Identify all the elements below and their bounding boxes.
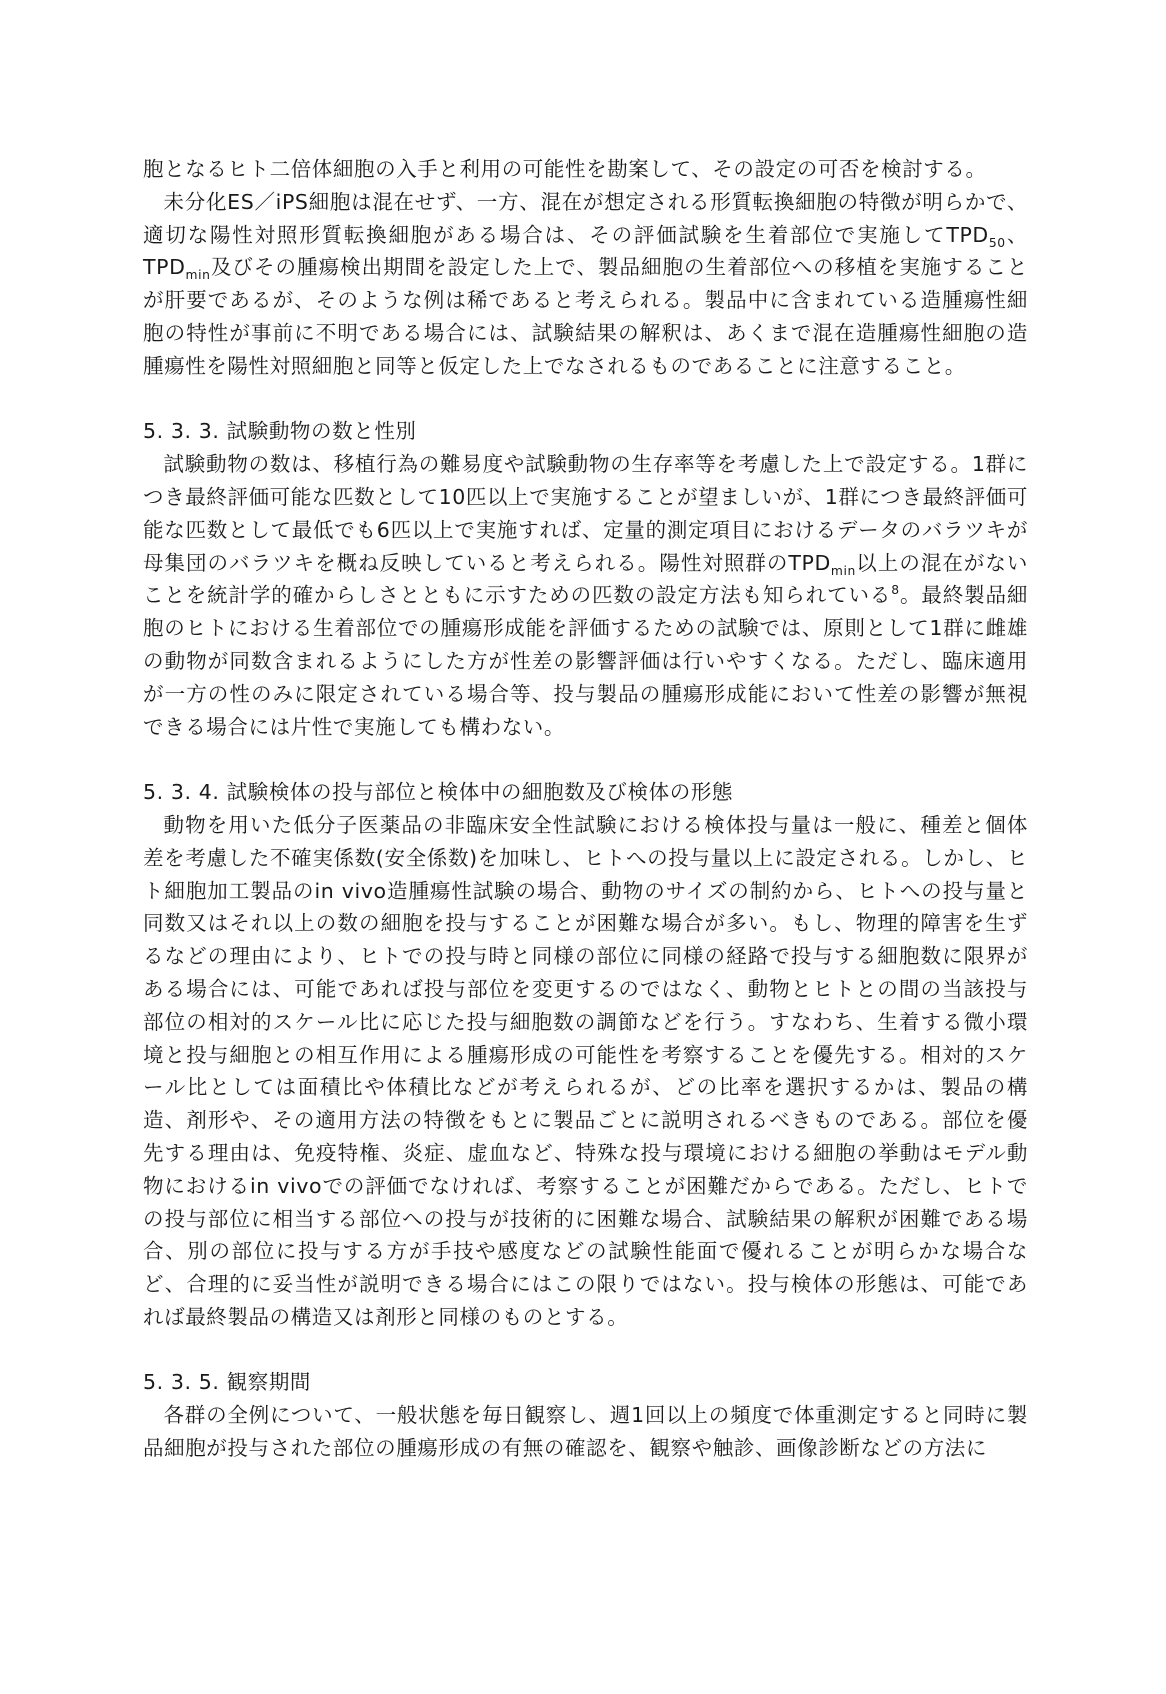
text-run: 、TPD (143, 222, 1028, 280)
reference-superscript: 8 (891, 583, 900, 598)
section-heading-5-3-3: 5. 3. 3. 試験動物の数と性別 (143, 419, 417, 444)
document-page (143, 153, 1028, 1465)
paragraph-observation-period: 各群の全例について、一般状態を毎日観察し、週1回以上の頻度で体重測定すると同時に製品細胞が投与された部位の腫瘍形成の有無の確認を、観察や触診、画像診断などの方法に (143, 1403, 1028, 1461)
text-run: 未分化ES／iPS細胞は混在せず、一方、混在が想定される形質転換細胞の特徴が明らかで、適切な陽性対照形質転換細胞がある場合は、その評価試験を生着部位で実施してTPD (143, 189, 1028, 247)
text-run: 。最終製品細胞のヒトにおける生着部位での腫瘍形成能を評価するための試験では、原則として1群に雌雄の動物が同数含まれるようにした方が性差の影響評価は行いやすくなる。ただし、臨床適用が一方の性のみに限定されている場合等、投与製品の腫瘍形成能において性差の影響が無視できる場合には片性で実施しても構わない。 (143, 583, 1028, 739)
spacer (143, 383, 1028, 416)
subscript-min: min (185, 268, 211, 283)
section-heading-5-3-4: 5. 3. 4. 試験検体の投与部位と検体中の細胞数及び検体の形態 (143, 780, 734, 805)
text-run: 試験動物の数は、移植行為の難易度や試験動物の生存率等を考慮した上で設定する。1群につき最終評価可能な匹数として10匹以上で実施することが望ましいが、1群につき最終評価可能な匹数として最低でも6匹以上で実施すれば、定量的測定項目におけるデータのバラツキが母集団のバラツキを概ね反映していると考えられる。陽性対照群のTPD (143, 452, 1028, 575)
paragraph-dosing-site: 動物を用いた低分子医薬品の非臨床安全性試験における検体投与量は一般に、種差と個体差を考慮した不確実係数(安全係数)を加味し、ヒトへの投与量以上に設定される。しかし、ヒト細胞加工製品のin vivo造腫瘍性試験の場合、動物のサイズの制約から、ヒトへの投与量と同数又はそれ以上の数の細胞を投与することが困難な場合が多い。もし、物理的障害を生ずるなどの理由により、ヒトでの投与時と同様の部位に同様の経路で投与する細胞数に限界がある場合には、可能であれば投与部位を変更するのではなく、動物とヒトとの間の当該投与部位の相対的スケール比に応じた投与細胞数の調節などを行う。すなわち、生着する微小環境と投与細胞との相互作用による腫瘍形成の可能性を考察することを優先する。相対的スケール比としては面積比や体積比などが考えられるが、どの比率を選択するかは、製品の構造、剤形や、その適用方法の特徴をもとに製品ごとに説明されるべきものである。部位を優先する理由は、免疫特権、炎症、虚血など、特殊な投与環境における細胞の挙動はモデル動物におけるin vivoでの評価でなければ、考察することが困難だからである。ただし、ヒトでの投与部位に相当する部位への投与が技術的に困難な場合、試験結果の解釈が困難である場合、別の部位に投与する方が手技や感度などの試験性能面で優れることが明らかな場合など、合理的に妥当性が説明できる場合にはこの限りではない。投与検体の形態は、可能であれば最終製品の構造又は剤形と同様のものとする。 (143, 812, 1028, 1329)
spacer (143, 1334, 1028, 1367)
text-run: 及びその腫瘍検出期間を設定した上で、製品細胞の生着部位への移植を実施することが肝要であるが、そのような例は稀であると考えられる。製品中に含まれている造腫瘍性細胞の特性が事前に不明である場合には、試験結果の解釈は、あくまで混在造腫瘍性細胞の造腫瘍性を陽性対照細胞と同等と仮定した上でなされるものであることに注意すること。 (143, 255, 1028, 378)
subscript-min: min (830, 563, 856, 578)
paragraph-animal-count (143, 448, 1028, 743)
paragraph-es-ips (143, 186, 1028, 383)
section-heading-5-3-5: 5. 3. 5. 観察期間 (143, 1370, 312, 1395)
text-run: 以上の混在がないことを統計学的確からしさとともに示すための匹数の設定方法も知られている (143, 550, 1028, 608)
spacer (143, 743, 1028, 776)
paragraph-continued: 胞となるヒト二倍体細胞の入手と利用の可能性を勘案して、その設定の可否を検討する。 (143, 157, 987, 181)
subscript-50: 50 (988, 235, 1006, 250)
